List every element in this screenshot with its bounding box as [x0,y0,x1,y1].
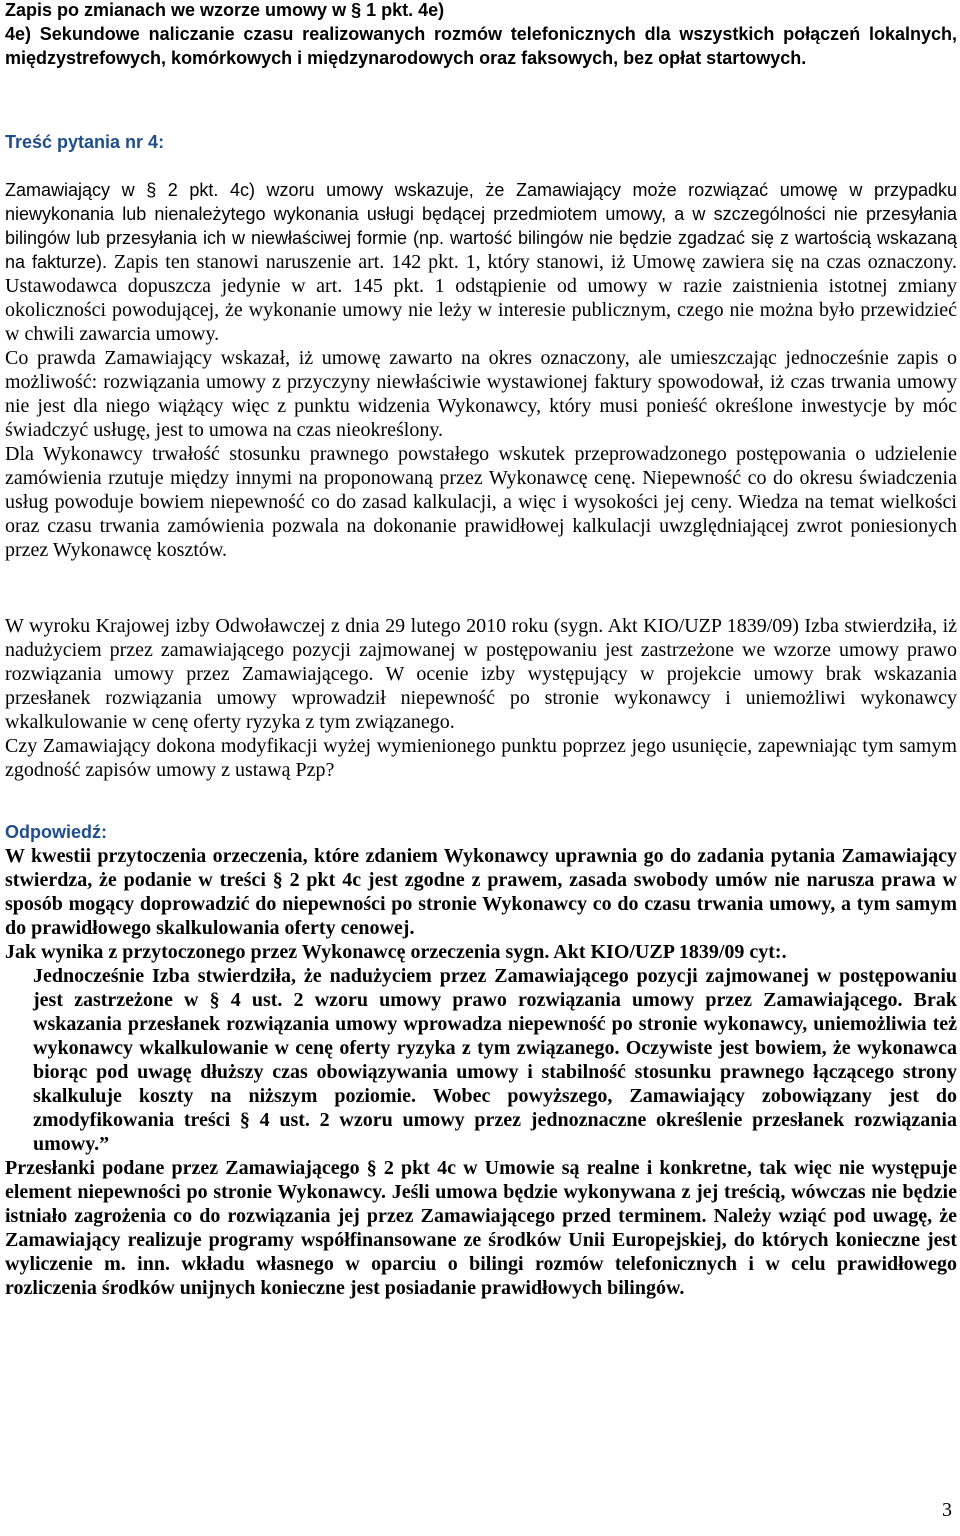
question-title: Treść pytania nr 4: [5,132,165,152]
question-paragraph-4: W wyroku Krajowej izby Odwoławczej z dnia 29 lutego 2010 roku (sygn. Akt KIO/UZP 1839/09) Izba stwierdziła, iż nadużyciem przez zamawiającego pozycji zajmowanej w postępowaniu jest zastrzeżone we wzorze umowy prawo rozwiązania umowy przez Zamawiającego. W ocenie izby występujący w projekcie umowy brak wskazania przesłanek rozwiązania umowy wprowadził niepewność po stronie wykonawcy i uniemożliwi wykonawcy wkalkulowanie w cenę oferty ryzyka z tym związanego. [5,615,957,733]
answer-body [5,844,957,1300]
question-body [5,178,957,562]
question-paragraph-1-serif: Zapis ten stanowi naruszenie art. 142 pkt. 1, który stanowi, iż Umowę zawiera się na czas oznaczony. Ustawodawca dopuszcza jedynie w art. 145 pkt. 1 odstąpienie od umowy w razie zaistnienia istotnej zmiany okoliczności powodującej, że wykonanie umowy nie leży w interesie publicznym, czego nie można było przewidzieć w chwili zawarcia umowy. [5,251,958,345]
answer-paragraph-2: Jak wynika z przytoczonego przez Wykonawcę orzeczenia sygn. Akt KIO/UZP 1839/09 cyt:. [5,941,787,963]
answer-title: Odpowiedź: [5,822,107,842]
question-paragraph-1-sans: Zamawiający w § 2 pkt. 4c) wzoru umowy wskazuje, że Zamawiający może rozwiązać umowę w przypadku niewykonania lub nienależytego wykonania usługi będącej przedmiotem umowy, a w szczególności nie przesyłania bilingów lub przesyłania ich w niewłaściwej formie (np. wartość bilingów nie będzie zgadzać się z wartością wskazaną na fakturze). [5,180,957,272]
answer-paragraph-1: W kwestii przytoczenia orzeczenia, które zdaniem Wykonawcy uprawnia go do zadania pytania Zamawiający stwierdza, że podanie w treści § 2 pkt 4c jest zgodne z prawem, zasada swobody umów nie narusza prawa w sposób mogący doprowadzić do niepewności po stronie Wykonawcy co do czasu trwania umowy, a tym samym do prawidłowego skalkulowania oferty cenowej. [5,845,957,939]
question-body-2 [5,614,957,782]
amendment-heading: Zapis po zmianach we wzorze umowy w § 1 pkt. 4e) [5,0,445,20]
answer-quote: Jednocześnie Izba stwierdziła, że nadużyciem przez Zamawiającego pozycji zajmowanej w postępowaniu jest zastrzeżone w § 4 ust. 2 wzoru umowy prawo rozwiązania umowy przez Zamawiającego. Brak wskazania przesłanek rozwiązania umowy wprowadza niepewność po stronie wykonawcy, uniemożliwia też wykonawcy wkalkulowanie w cenę oferty ryzyka z tym związanego. Oczywiste jest bowiem, że wykonawca biorąc pod uwagę dłuższy czas obowiązywania umowy i stabilność stosunku prawnego łączącego strony skalkuluje koszty na niższym poziomie. Wobec powyższego, Zamawiający zobowiązany jest do zmodyfikowania treści § 4 ust. 2 wzoru umowy przez jednoznaczne określenie przesłanek rozwiązania umowy.” [33,965,957,1155]
question-paragraph-3: Dla Wykonawcy trwałość stosunku prawnego powstałego wskutek przeprowadzonego postępowania o udzielenie zamówienia rzutuje między innymi na proponowaną przez Wykonawcę cenę. Niepewność co do okresu świadczenia usług powoduje bowiem niepewność co do zasad kalkulacji, a więc i wysokości jej ceny. Wiedza na temat wielkości oraz czasu trwania zamówienia pozwala na dokonanie prawidłowej kalkulacji uwzględniającej zwrot poniesionych przez Wykonawcę kosztów. [5,443,957,561]
page-number: 3 [942,1499,952,1521]
question-paragraph-2: Co prawda Zamawiający wskazał, iż umowę zawarto na okres oznaczony, ale umieszczając jednocześnie zapis o możliwość: rozwiązania umowy z przyczyny niewłaściwie wystawionej faktury spowodował, iż czas trwania umowy nie jest dla niego wiążący więc z punktu widzenia Wykonawcy, który musi ponieść określone inwestycje by móc świadczyć usługę, jest to umowa na czas nieokreślony. [5,347,957,441]
question-paragraph-5: Czy Zamawiający dokona modyfikacji wyżej wymienionego punktu poprzez jego usunięcie, zapewniając tym samym zgodność zapisów umowy z ustawą Pzp? [5,735,957,781]
top-section [5,0,957,70]
question-paragraph-1 [5,178,957,346]
amendment-text: 4e) Sekundowe naliczanie czasu realizowanych rozmów telefonicznych dla wszystkich połączeń lokalnych, międzystrefowych, komórkowych i międzynarodowych oraz faksowych, bez opłat startowych. [5,24,957,68]
answer-paragraph-3: Przesłanki podane przez Zamawiającego § 2 pkt 4c w Umowie są realne i konkretne, tak więc nie występuje element niepewności po stronie Wykonawcy. Jeśli umowa będzie wykonywana z jej treścią, wówczas nie będzie istniało zagrożenia co do rozwiązania jej przez Zamawiającego przed terminem. Należy wziąć pod uwagę, że Zamawiający realizuje programy współfinansowane ze środków Unii Europejskiej, do których konieczne jest wyliczenie m. inn. wkładu własnego w oparciu o bilingi rozmów telefonicznych i w celu prawidłowego rozliczenia środków unijnych konieczne jest posiadanie prawidłowych bilingów. [5,1157,957,1299]
